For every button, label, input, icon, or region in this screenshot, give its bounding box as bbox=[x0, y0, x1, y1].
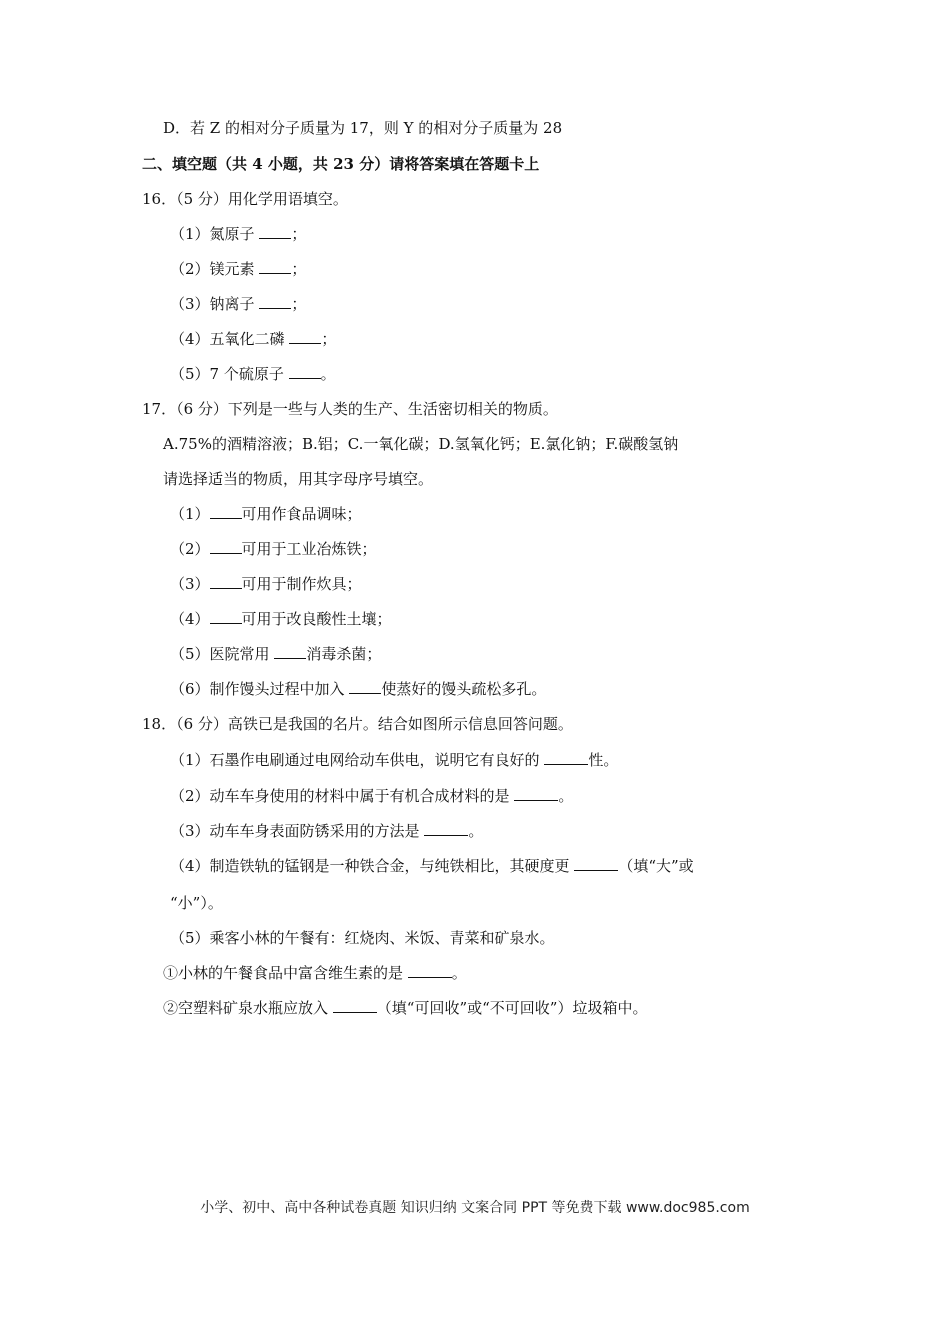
q16-item-5: （5）7 个硫原子 。 bbox=[170, 365, 336, 383]
q16-item-1: （1）氮原子 ； bbox=[170, 225, 307, 243]
q17-options: A.75%的酒精溶液；B.铝；C.一氧化碳；D.氢氧化钙；E.氯化钠；F.碳酸氢钠 bbox=[163, 435, 679, 453]
q16-stem: 16．（5 分）用化学用语填空。 bbox=[142, 190, 348, 208]
answer-blank[interactable] bbox=[349, 679, 381, 694]
q18-item-3: （3）动车车身表面防锈采用的方法是 。 bbox=[170, 822, 484, 840]
answer-blank[interactable] bbox=[210, 504, 242, 519]
answer-blank[interactable] bbox=[514, 786, 558, 801]
q18-item-4: （4）制造铁轨的锰钢是一种铁合金，与纯铁相比，其硬度更 （填“大”或 bbox=[170, 857, 694, 875]
answer-blank[interactable] bbox=[289, 364, 321, 379]
answer-blank[interactable] bbox=[274, 644, 306, 659]
page-footer: 小学、初中、高中各种试卷真题 知识归纳 文案合同 PPT 等免费下载 www.doc985.com bbox=[200, 1200, 750, 1216]
q18-item-4-continued: “小”）。 bbox=[170, 894, 223, 912]
q18-item-5a: ①小林的午餐食品中富含维生素的是 。 bbox=[163, 964, 467, 982]
section-heading: 二、填空题（共 4 小题，共 23 分）请将答案填在答题卡上 bbox=[142, 155, 540, 173]
q18-item-2: （2）动车车身使用的材料中属于有机合成材料的是 。 bbox=[170, 787, 574, 805]
answer-blank[interactable] bbox=[210, 609, 242, 624]
q17-stem: 17．（6 分）下列是一些与人类的生产、生活密切相关的物质。 bbox=[142, 400, 558, 418]
q18-item-5: （5）乘客小林的午餐有：红烧肉、米饭、青菜和矿泉水。 bbox=[170, 929, 555, 947]
q16-item-4: （4）五氧化二磷 ； bbox=[170, 330, 337, 348]
q18-item-5b: ②空塑料矿泉水瓶应放入 （填“可回收”或“不可回收”）垃圾箱中。 bbox=[163, 999, 648, 1017]
answer-blank[interactable] bbox=[210, 574, 242, 589]
answer-blank[interactable] bbox=[259, 224, 291, 239]
q17-instruction: 请选择适当的物质，用其字母序号填空。 bbox=[163, 470, 434, 488]
q17-item-2: （2） 可用于工业冶炼铁； bbox=[170, 540, 377, 558]
answer-blank[interactable] bbox=[259, 259, 291, 274]
answer-blank[interactable] bbox=[210, 539, 242, 554]
q17-item-3: （3） 可用于制作炊具； bbox=[170, 575, 362, 593]
q17-item-1: （1） 可用作食品调味； bbox=[170, 505, 362, 523]
answer-blank[interactable] bbox=[544, 750, 588, 765]
q17-item-4: （4） 可用于改良酸性土壤； bbox=[170, 610, 392, 628]
option-d: D．若 Z 的相对分子质量为 17，则 Y 的相对分子质量为 28 bbox=[163, 119, 563, 137]
q18-stem: 18．（6 分）高铁已是我国的名片。结合如图所示信息回答问题。 bbox=[142, 715, 573, 733]
answer-blank[interactable] bbox=[424, 821, 468, 836]
q16-item-2: （2）镁元素 ； bbox=[170, 260, 307, 278]
answer-blank[interactable] bbox=[408, 963, 452, 978]
answer-blank[interactable] bbox=[289, 329, 321, 344]
q17-item-5: （5）医院常用 消毒杀菌； bbox=[170, 645, 382, 663]
answer-blank[interactable] bbox=[333, 998, 377, 1013]
answer-blank[interactable] bbox=[259, 294, 291, 309]
answer-blank[interactable] bbox=[574, 856, 618, 871]
q18-item-1: （1）石墨作电刷通过电网给动车供电，说明它有良好的 性。 bbox=[170, 751, 619, 769]
q16-item-3: （3）钠离子 ； bbox=[170, 295, 307, 313]
q17-item-6: （6）制作馒头过程中加入 使蒸好的馒头疏松多孔。 bbox=[170, 680, 547, 698]
